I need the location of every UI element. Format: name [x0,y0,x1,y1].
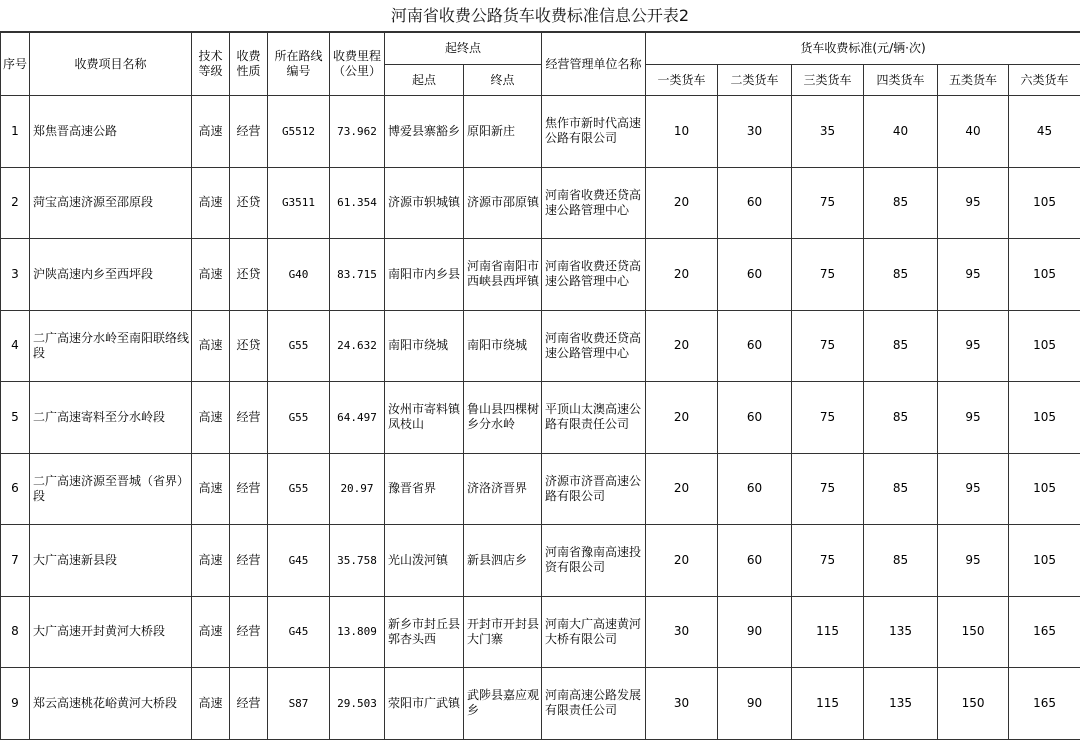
fee-class-6-cell: 105 [1009,382,1080,454]
table-row [1,596,1080,668]
header-grade: 技术等级 [192,33,230,96]
fee-class-2-cell: 90 [718,668,792,740]
nature-cell: 经营 [230,96,268,168]
grade-cell: 高速 [192,167,230,239]
project-name-cell: 二广高速分水岭至南阳联络线段 [30,310,192,382]
table-row [1,167,1080,239]
fee-class-1-cell: 20 [646,525,718,597]
fee-class-1-cell: 30 [646,668,718,740]
start-point-cell: 济源市轵城镇 [385,167,464,239]
fee-class-6-cell: 105 [1009,525,1080,597]
operator-cell: 河南省收费还贷高速公路管理中心 [542,239,646,311]
fee-class-2-cell: 60 [718,525,792,597]
header-class-5: 五类货车 [938,65,1009,96]
route-code-cell: G45 [268,596,330,668]
fee-class-5-cell: 95 [938,310,1009,382]
fee-class-3-cell: 75 [792,453,864,525]
route-code-cell: G3511 [268,167,330,239]
project-name-cell: 大广高速新县段 [30,525,192,597]
project-name-cell: 二广高速寄料至分水岭段 [30,382,192,454]
nature-cell: 经营 [230,596,268,668]
mileage-cell: 83.715 [330,239,385,311]
nature-cell: 还贷 [230,239,268,311]
header-start: 起点 [385,65,464,96]
table-row [1,668,1080,740]
seq-cell: 7 [1,525,30,597]
mileage-cell: 20.97 [330,453,385,525]
fee-class-6-cell: 105 [1009,310,1080,382]
end-point-cell: 开封市开封县大门寨 [464,596,542,668]
operator-cell: 河南省豫南高速投资有限公司 [542,525,646,597]
fee-class-4-cell: 85 [864,453,938,525]
seq-cell: 1 [1,96,30,168]
seq-cell: 8 [1,596,30,668]
end-point-cell: 新县泗店乡 [464,525,542,597]
mileage-cell: 35.758 [330,525,385,597]
start-point-cell: 荥阳市广武镇 [385,668,464,740]
fee-class-3-cell: 75 [792,167,864,239]
seq-cell: 4 [1,310,30,382]
start-point-cell: 光山泼河镇 [385,525,464,597]
header-mileage: 收费里程（公里） [330,33,385,96]
route-code-cell: G5512 [268,96,330,168]
mileage-cell: 73.962 [330,96,385,168]
seq-cell: 6 [1,453,30,525]
grade-cell: 高速 [192,382,230,454]
end-point-cell: 鲁山县四棵树乡分水岭 [464,382,542,454]
route-code-cell: G40 [268,239,330,311]
fee-class-6-cell: 105 [1009,453,1080,525]
table-row [1,382,1080,454]
nature-cell: 还贷 [230,310,268,382]
operator-cell: 焦作市新时代高速公路有限公司 [542,96,646,168]
fee-class-4-cell: 85 [864,382,938,454]
operator-cell: 济源市济晋高速公路有限公司 [542,453,646,525]
fee-class-6-cell: 165 [1009,596,1080,668]
start-point-cell: 南阳市绕城 [385,310,464,382]
toll-standard-table [0,32,1080,740]
fee-class-2-cell: 90 [718,596,792,668]
fee-class-4-cell: 135 [864,668,938,740]
header-project: 收费项目名称 [30,33,192,96]
end-point-cell: 武陟县嘉应观乡 [464,668,542,740]
end-point-cell: 原阳新庄 [464,96,542,168]
header-end: 终点 [464,65,542,96]
mileage-cell: 29.503 [330,668,385,740]
project-name-cell: 沪陕高速内乡至西坪段 [30,239,192,311]
route-code-cell: G55 [268,382,330,454]
operator-cell: 河南大广高速黄河大桥有限公司 [542,596,646,668]
fee-class-3-cell: 75 [792,382,864,454]
grade-cell: 高速 [192,310,230,382]
nature-cell: 经营 [230,453,268,525]
header-class-1: 一类货车 [646,65,718,96]
fee-class-3-cell: 35 [792,96,864,168]
route-code-cell: G45 [268,525,330,597]
fee-class-3-cell: 75 [792,310,864,382]
table-title: 河南省收费公路货车收费标准信息公开表2 [0,0,1080,32]
fee-class-4-cell: 135 [864,596,938,668]
end-point-cell: 济源市邵原镇 [464,167,542,239]
fee-class-1-cell: 20 [646,453,718,525]
route-code-cell: G55 [268,310,330,382]
fee-class-1-cell: 20 [646,167,718,239]
start-point-cell: 南阳市内乡县 [385,239,464,311]
operator-cell: 平顶山太澳高速公路有限责任公司 [542,382,646,454]
fee-class-2-cell: 60 [718,310,792,382]
nature-cell: 经营 [230,668,268,740]
fee-class-5-cell: 150 [938,596,1009,668]
start-point-cell: 博爱县寨豁乡 [385,96,464,168]
nature-cell: 还贷 [230,167,268,239]
fee-class-5-cell: 95 [938,382,1009,454]
header-seq: 序号 [1,33,30,96]
header-row-1 [1,33,1080,65]
header-class-6: 六类货车 [1009,65,1080,96]
fee-class-1-cell: 20 [646,239,718,311]
header-class-2: 二类货车 [718,65,792,96]
fee-class-2-cell: 60 [718,453,792,525]
operator-cell: 河南高速公路发展有限责任公司 [542,668,646,740]
fee-class-4-cell: 40 [864,96,938,168]
table-row [1,525,1080,597]
fee-class-4-cell: 85 [864,239,938,311]
end-point-cell: 河南省南阳市西峡县西坪镇 [464,239,542,311]
fee-class-2-cell: 30 [718,96,792,168]
fee-class-3-cell: 115 [792,596,864,668]
mileage-cell: 13.809 [330,596,385,668]
header-class-4: 四类货车 [864,65,938,96]
fee-class-5-cell: 40 [938,96,1009,168]
fee-class-4-cell: 85 [864,310,938,382]
fee-class-2-cell: 60 [718,239,792,311]
grade-cell: 高速 [192,453,230,525]
header-endpoints: 起终点 [385,33,542,65]
fee-class-1-cell: 20 [646,382,718,454]
table-row [1,96,1080,168]
start-point-cell: 豫晋省界 [385,453,464,525]
fee-class-5-cell: 95 [938,167,1009,239]
fee-class-5-cell: 95 [938,453,1009,525]
project-name-cell: 郑焦晋高速公路 [30,96,192,168]
fee-class-5-cell: 95 [938,525,1009,597]
project-name-cell: 二广高速济源至晋城（省界）段 [30,453,192,525]
seq-cell: 2 [1,167,30,239]
fee-class-2-cell: 60 [718,167,792,239]
fee-class-6-cell: 165 [1009,668,1080,740]
start-point-cell: 新乡市封丘县郭杏头西 [385,596,464,668]
operator-cell: 河南省收费还贷高速公路管理中心 [542,310,646,382]
header-fee-standard: 货车收费标准(元/辆·次) [646,33,1080,65]
fee-class-6-cell: 105 [1009,167,1080,239]
fee-class-6-cell: 45 [1009,96,1080,168]
fee-class-5-cell: 150 [938,668,1009,740]
start-point-cell: 汝州市寄料镇凤枝山 [385,382,464,454]
grade-cell: 高速 [192,596,230,668]
end-point-cell: 济洛济晋界 [464,453,542,525]
fee-class-4-cell: 85 [864,525,938,597]
seq-cell: 9 [1,668,30,740]
fee-class-3-cell: 115 [792,668,864,740]
seq-cell: 3 [1,239,30,311]
nature-cell: 经营 [230,382,268,454]
grade-cell: 高速 [192,96,230,168]
mileage-cell: 61.354 [330,167,385,239]
grade-cell: 高速 [192,239,230,311]
header-nature: 收费性质 [230,33,268,96]
header-class-3: 三类货车 [792,65,864,96]
end-point-cell: 南阳市绕城 [464,310,542,382]
fee-class-3-cell: 75 [792,239,864,311]
mileage-cell: 24.632 [330,310,385,382]
route-code-cell: G55 [268,453,330,525]
grade-cell: 高速 [192,525,230,597]
fee-class-5-cell: 95 [938,239,1009,311]
header-route-code: 所在路线编号 [268,33,330,96]
nature-cell: 经营 [230,525,268,597]
fee-class-2-cell: 60 [718,382,792,454]
grade-cell: 高速 [192,668,230,740]
header-operator: 经营管理单位名称 [542,33,646,96]
table-row [1,453,1080,525]
table-row [1,239,1080,311]
project-name-cell: 大广高速开封黄河大桥段 [30,596,192,668]
table-row [1,310,1080,382]
fee-class-1-cell: 30 [646,596,718,668]
operator-cell: 河南省收费还贷高速公路管理中心 [542,167,646,239]
seq-cell: 5 [1,382,30,454]
route-code-cell: S87 [268,668,330,740]
project-name-cell: 郑云高速桃花峪黄河大桥段 [30,668,192,740]
fee-class-6-cell: 105 [1009,239,1080,311]
fee-class-3-cell: 75 [792,525,864,597]
fee-class-1-cell: 20 [646,310,718,382]
project-name-cell: 菏宝高速济源至邵原段 [30,167,192,239]
mileage-cell: 64.497 [330,382,385,454]
fee-class-1-cell: 10 [646,96,718,168]
fee-class-4-cell: 85 [864,167,938,239]
